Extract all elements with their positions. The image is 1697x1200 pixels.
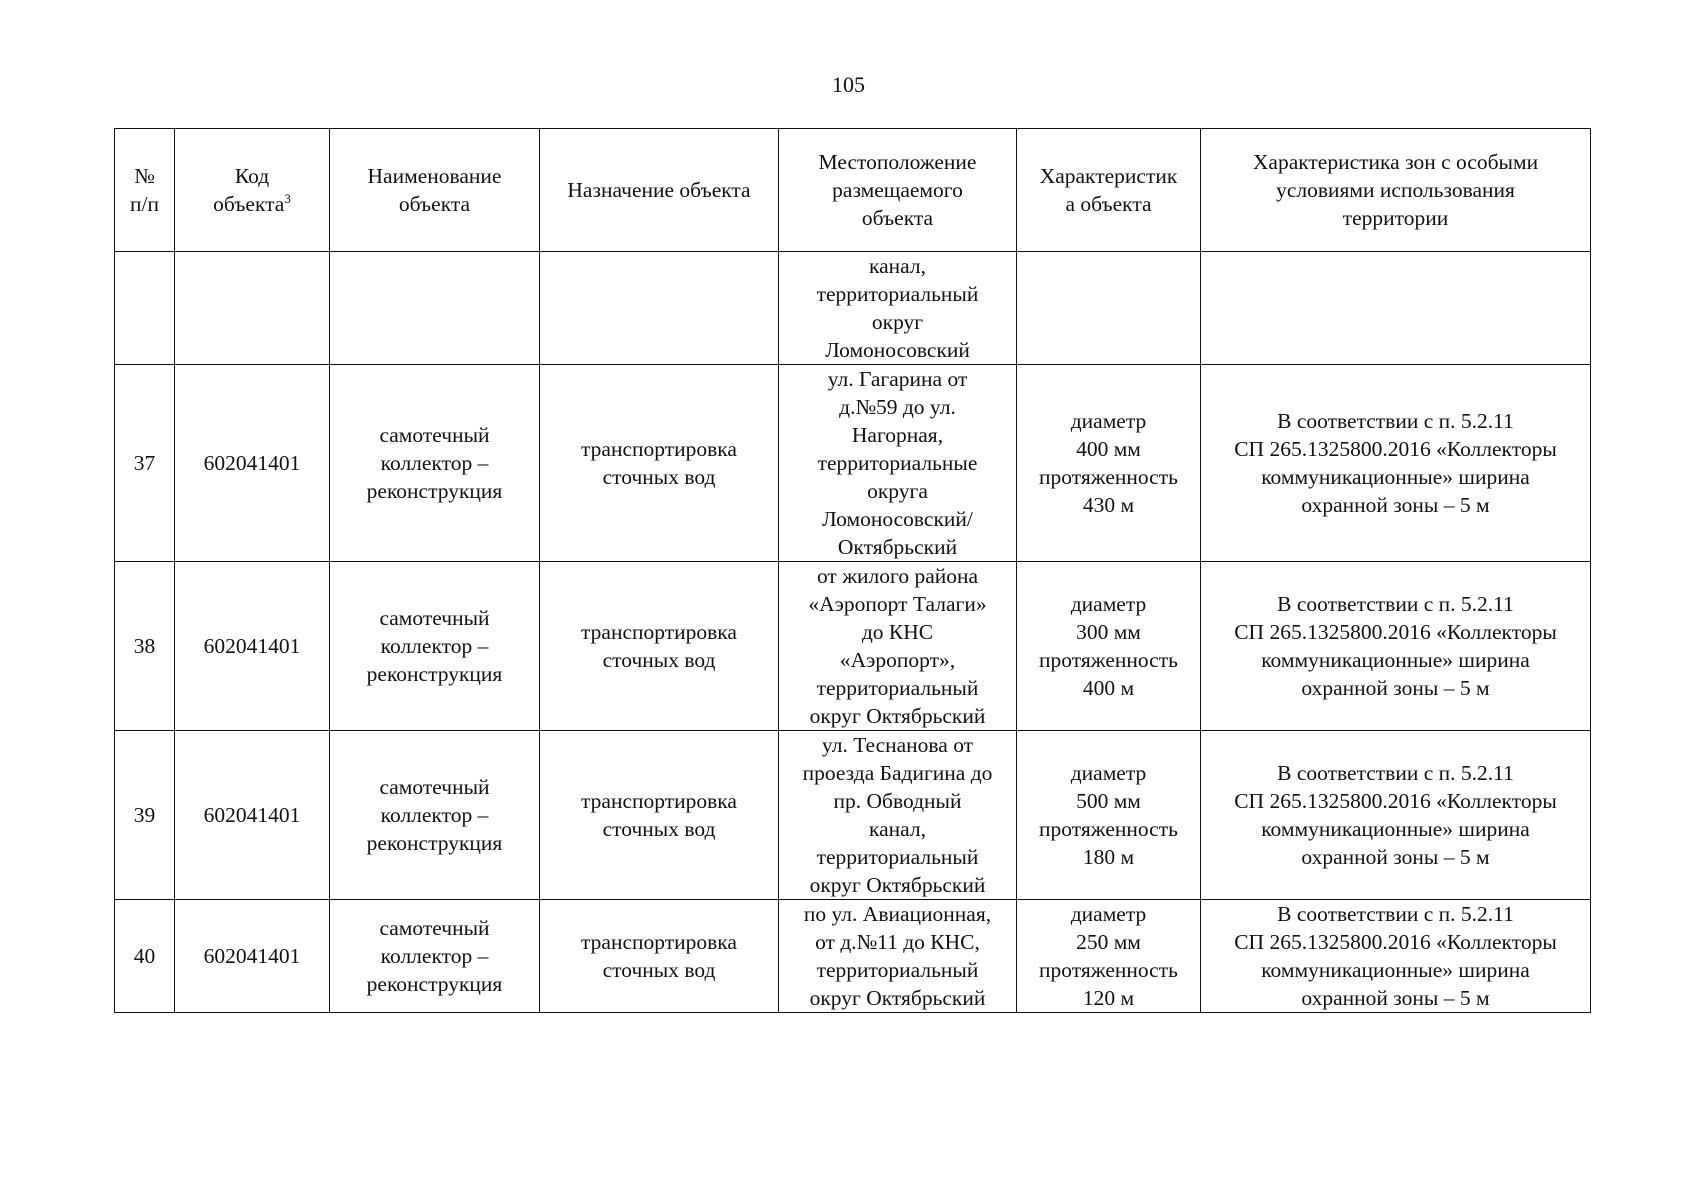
cell-code: 602041401: [175, 900, 330, 1013]
cell-purpose: транспортировка сточных вод: [540, 731, 779, 900]
table-row: [115, 365, 1591, 562]
cell-zones: В соответствии с п. 5.2.11 СП 265.1325800.2016 «Коллекторы коммуникационные» ширина охранной зоны – 5 м: [1201, 365, 1591, 562]
cell-num: 38: [115, 562, 175, 731]
header-characteristics: Характеристик а объекта: [1017, 129, 1201, 252]
cell-zones: В соответствии с п. 5.2.11 СП 265.1325800.2016 «Коллекторы коммуникационные» ширина охранной зоны – 5 м: [1201, 562, 1591, 731]
cell-purpose: [540, 252, 779, 365]
footnote-marker: 3: [284, 190, 291, 206]
cell-num: 37: [115, 365, 175, 562]
cell-characteristics: диаметр 300 мм протяженность 400 м: [1017, 562, 1201, 731]
cell-purpose: транспортировка сточных вод: [540, 365, 779, 562]
cell-code: [175, 252, 330, 365]
cell-characteristics: [1017, 252, 1201, 365]
cell-location: ул. Гагарина от д.№59 до ул. Нагорная, территориальные округа Ломоносовский/ Октябрьский: [779, 365, 1017, 562]
cell-name: [330, 252, 540, 365]
cell-code: 602041401: [175, 365, 330, 562]
table-row: [115, 731, 1591, 900]
cell-zones: В соответствии с п. 5.2.11 СП 265.1325800.2016 «Коллекторы коммуникационные» ширина охранной зоны – 5 м: [1201, 900, 1591, 1013]
cell-location: ул. Теснанова от проезда Бадигина до пр. Обводный канал, территориальный округ Октябрьский: [779, 731, 1017, 900]
cell-zones: [1201, 252, 1591, 365]
table-header-row: [115, 129, 1591, 252]
cell-name: самотечный коллектор – реконструкция: [330, 900, 540, 1013]
header-location: Местоположение размещаемого объекта: [779, 129, 1017, 252]
cell-location: по ул. Авиационная, от д.№11 до КНС, территориальный округ Октябрьский: [779, 900, 1017, 1013]
cell-purpose: транспортировка сточных вод: [540, 562, 779, 731]
cell-zones: В соответствии с п. 5.2.11 СП 265.1325800.2016 «Коллекторы коммуникационные» ширина охранной зоны – 5 м: [1201, 731, 1591, 900]
cell-purpose: транспортировка сточных вод: [540, 900, 779, 1013]
cell-location: от жилого района «Аэропорт Талаги» до КНС «Аэропорт», территориальный округ Октябрьский: [779, 562, 1017, 731]
cell-location: канал, территориальный округ Ломоносовский: [779, 252, 1017, 365]
cell-code: 602041401: [175, 562, 330, 731]
cell-num: 40: [115, 900, 175, 1013]
cell-characteristics: диаметр 500 мм протяженность 180 м: [1017, 731, 1201, 900]
cell-characteristics: диаметр 400 мм протяженность 430 м: [1017, 365, 1201, 562]
cell-name: самотечный коллектор – реконструкция: [330, 365, 540, 562]
header-zones: Характеристика зон с особыми условиями использования территории: [1201, 129, 1591, 252]
table-row: [115, 900, 1591, 1013]
cell-name: самотечный коллектор – реконструкция: [330, 731, 540, 900]
page-number: 105: [832, 72, 865, 97]
objects-table: [114, 128, 1591, 1013]
cell-num: 39: [115, 731, 175, 900]
header-name: Наименование объекта: [330, 129, 540, 252]
cell-characteristics: диаметр 250 мм протяженность 120 м: [1017, 900, 1201, 1013]
cell-num: [115, 252, 175, 365]
cell-code: 602041401: [175, 731, 330, 900]
header-num: № п/п: [115, 129, 175, 252]
header-code: Код объекта$^3$: [175, 129, 330, 252]
header-purpose: Назначение объекта: [540, 129, 779, 252]
table-row: [115, 562, 1591, 731]
cell-name: самотечный коллектор – реконструкция: [330, 562, 540, 731]
table-row-continuation: [115, 252, 1591, 365]
